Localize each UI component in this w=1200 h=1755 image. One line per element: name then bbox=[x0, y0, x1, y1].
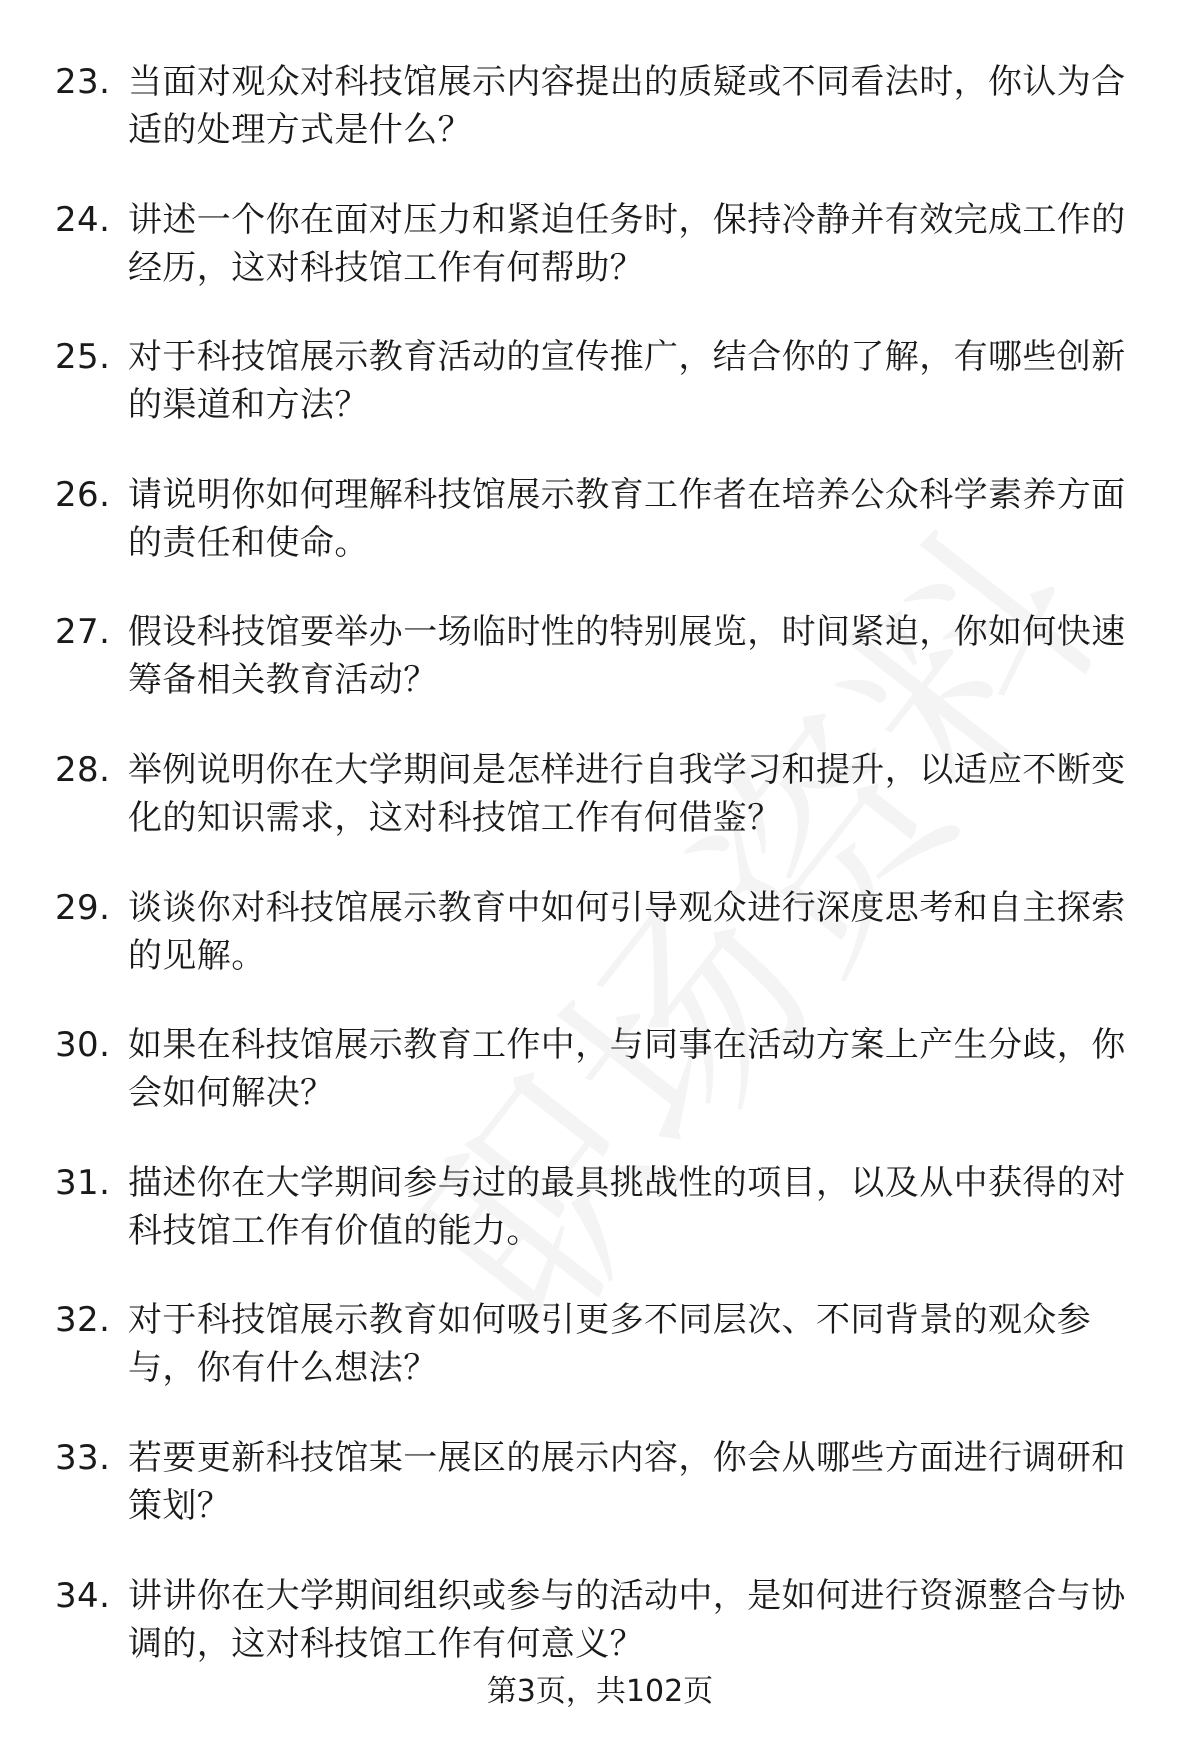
question-text: 讲讲你在大学期间组织或参与的活动中，是如何进行资源整合与协调的，这对科技馆工作有何意义？ bbox=[128, 1575, 1126, 1664]
question-text: 描述你在大学期间参与过的最具挑战性的项目，以及从中获得的对科技馆工作有价值的能力。 bbox=[128, 1162, 1126, 1251]
question-item bbox=[55, 884, 1145, 980]
question-text: 当面对观众对科技馆展示内容提出的质疑或不同看法时，你认为合适的处理方式是什么？ bbox=[128, 62, 1126, 150]
question-item bbox=[55, 333, 1145, 429]
question-number: 23. bbox=[55, 62, 111, 102]
question-text: 对于科技馆展示教育如何吸引更多不同层次、不同背景的观众参与，你有什么想法？ bbox=[128, 1300, 1092, 1389]
question-number: 30. bbox=[55, 1025, 111, 1066]
question-number: 34. bbox=[55, 1575, 111, 1616]
question-number: 33. bbox=[55, 1437, 111, 1478]
question-item bbox=[55, 1021, 1145, 1117]
question-item bbox=[55, 1296, 1145, 1392]
question-text: 谈谈你对科技馆展示教育中如何引导观众进行深度思考和自主探索的见解。 bbox=[128, 887, 1126, 976]
question-text: 对于科技馆展示教育活动的宣传推广，结合你的了解，有哪些创新的渠道和方法？ bbox=[128, 337, 1126, 426]
question-item bbox=[55, 1159, 1145, 1255]
question-number: 27. bbox=[55, 612, 111, 653]
question-text: 如果在科技馆展示教育工作中，与同事在活动方案上产生分歧，你会如何解决？ bbox=[128, 1025, 1126, 1114]
question-number: 28. bbox=[55, 749, 111, 790]
question-item bbox=[55, 1434, 1145, 1530]
question-item bbox=[55, 471, 1145, 567]
question-number: 31. bbox=[55, 1162, 111, 1203]
question-item bbox=[55, 746, 1145, 842]
question-list bbox=[55, 58, 1145, 1709]
question-text: 举例说明你在大学期间是怎样进行自我学习和提升，以适应不断变化的知识需求，这对科技馆工作有何借鉴？ bbox=[128, 749, 1126, 838]
question-item bbox=[55, 1572, 1145, 1668]
question-number: 24. bbox=[55, 199, 111, 240]
question-text: 讲述一个你在面对压力和紧迫任务时，保持冷静并有效完成工作的经历，这对科技馆工作有何帮助？ bbox=[128, 199, 1126, 288]
question-number: 25. bbox=[55, 337, 111, 378]
question-item bbox=[55, 58, 1145, 154]
question-text: 若要更新科技馆某一展区的展示内容，你会从哪些方面进行调研和策划？ bbox=[128, 1437, 1126, 1526]
question-text: 请说明你如何理解科技馆展示教育工作者在培养公众科学素养方面的责任和使命。 bbox=[128, 474, 1126, 563]
question-number: 29. bbox=[55, 887, 111, 928]
page-number-footer: 第3页，共102页 bbox=[486, 1674, 714, 1709]
question-text: 假设科技馆要举办一场临时性的特别展览，时间紧迫，你如何快速筹备相关教育活动？ bbox=[128, 612, 1126, 701]
question-item bbox=[55, 608, 1145, 704]
question-item bbox=[55, 196, 1145, 292]
question-number: 26. bbox=[55, 474, 111, 515]
question-number: 32. bbox=[55, 1300, 111, 1341]
